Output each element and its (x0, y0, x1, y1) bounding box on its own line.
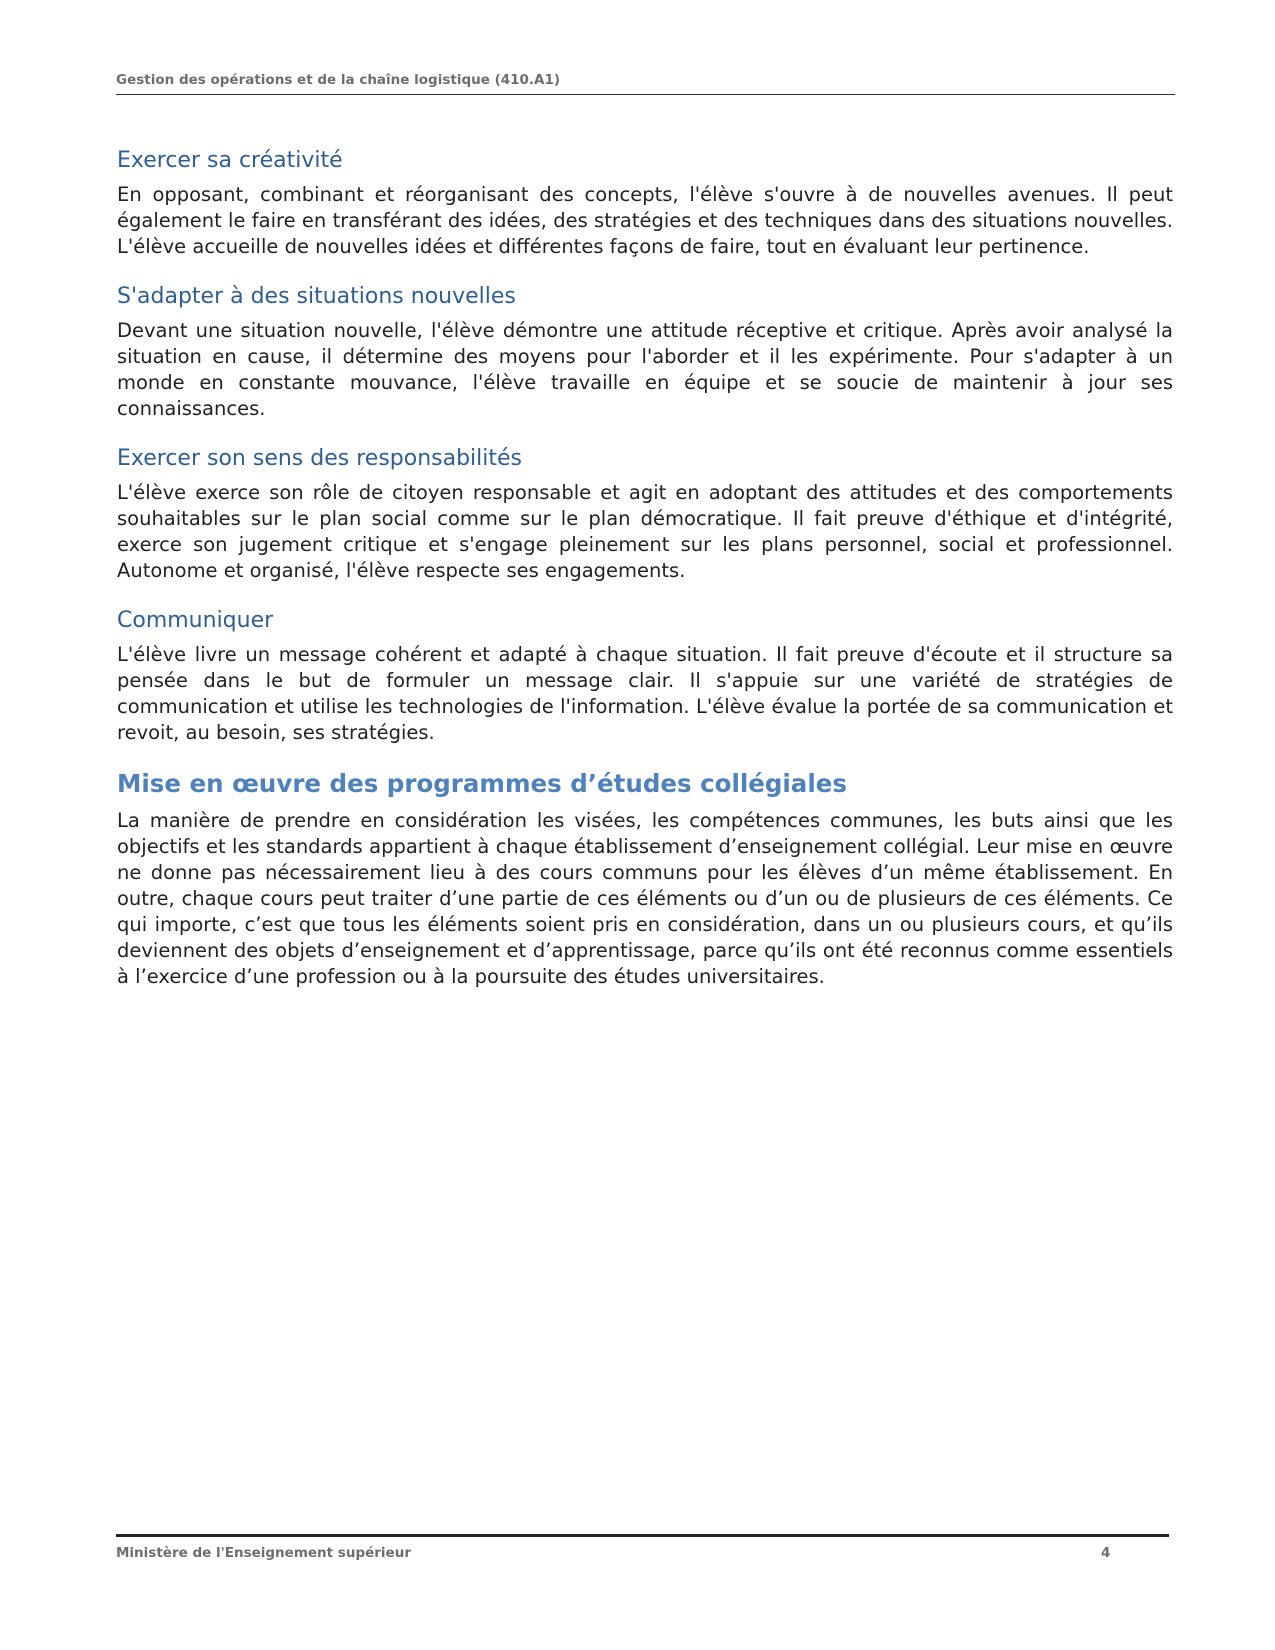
section-title: Exercer sa créativité (117, 148, 343, 173)
page-number: 4 (1101, 1545, 1111, 1561)
page-footer (116, 1534, 1169, 1567)
section-title: Exercer son sens des responsabilités (117, 446, 523, 471)
section-body: L'élève livre un message cohérent et adapté à chaque situation. Il fait preuve d'écoute et il structure sa pensée dans le but de formuler un message clair. Il s'appuie sur une variété de stratégies de communication et utilise les technologies de l'information. L'élève évalue la portée de sa communication et revoit, au besoin, ses stratégies. (117, 643, 1173, 744)
section-adapter (117, 282, 1173, 422)
section-responsabilites (117, 444, 1173, 584)
section-title: S'adapter à des situations nouvelles (117, 284, 516, 309)
section-mise-en-oeuvre (117, 768, 1173, 990)
footer-text: Ministère de l'Enseignement supérieur (116, 1545, 411, 1561)
section-body: En opposant, combinant et réorganisant des concepts, l'élève s'ouvre à de nouvelles avenues. Il peut également le faire en transférant des idées, des stratégies et des techniques dans des situations nouvelles. L'élève accueille de nouvelles idées et différentes façons de faire, tout en évaluant leur pertinence. (117, 183, 1173, 258)
page-header (116, 72, 1175, 95)
section-body: L'élève exerce son rôle de citoyen responsable et agit en adoptant des attitudes et des comportements souhaitables sur le plan social comme sur le plan démocratique. Il fait preuve d'éthique et d'intégrité, exerce son jugement critique et s'engage pleinement sur les plans personnel, social et professionnel. Autonome et organisé, l'élève respecte ses engagements. (117, 481, 1173, 582)
section-communiquer (117, 606, 1173, 746)
major-section-body: La manière de prendre en considération les visées, les compétences communes, les buts ainsi que les objectifs et les standards appartient à chaque établissement d’enseignement collégial. Leur mise en œuvre ne donne pas nécessairement lieu à des cours communs pour les élèves d’un même établissement. En outre, chaque cours peut traiter d’une partie de ces éléments ou d’un ou de plusieurs de ces éléments. Ce qui importe, c’est que tous les éléments soient pris en considération, dans un ou plusieurs cours, et qu’ils deviennent des objets d’enseignement et d’apprentissage, parce qu’ils ont été reconnus comme essentiels à l’exercice d’une profession ou à la poursuite des études universitaires. (117, 809, 1173, 988)
page-content (117, 146, 1173, 1012)
section-body: Devant une situation nouvelle, l'élève démontre une attitude réceptive et critique. Après avoir analysé la situation en cause, il détermine des moyens pour l'aborder et il les expérimente. Pour s'adapter à un monde en constante mouvance, l'élève travaille en équipe et se soucie de maintenir à jour ses connaissances. (117, 319, 1173, 420)
major-section-title: Mise en œuvre des programmes d’études collégiales (117, 769, 847, 798)
section-creativite (117, 146, 1173, 260)
header-title: Gestion des opérations et de la chaîne logistique (410.A1) (116, 72, 561, 88)
section-title: Communiquer (117, 608, 274, 633)
